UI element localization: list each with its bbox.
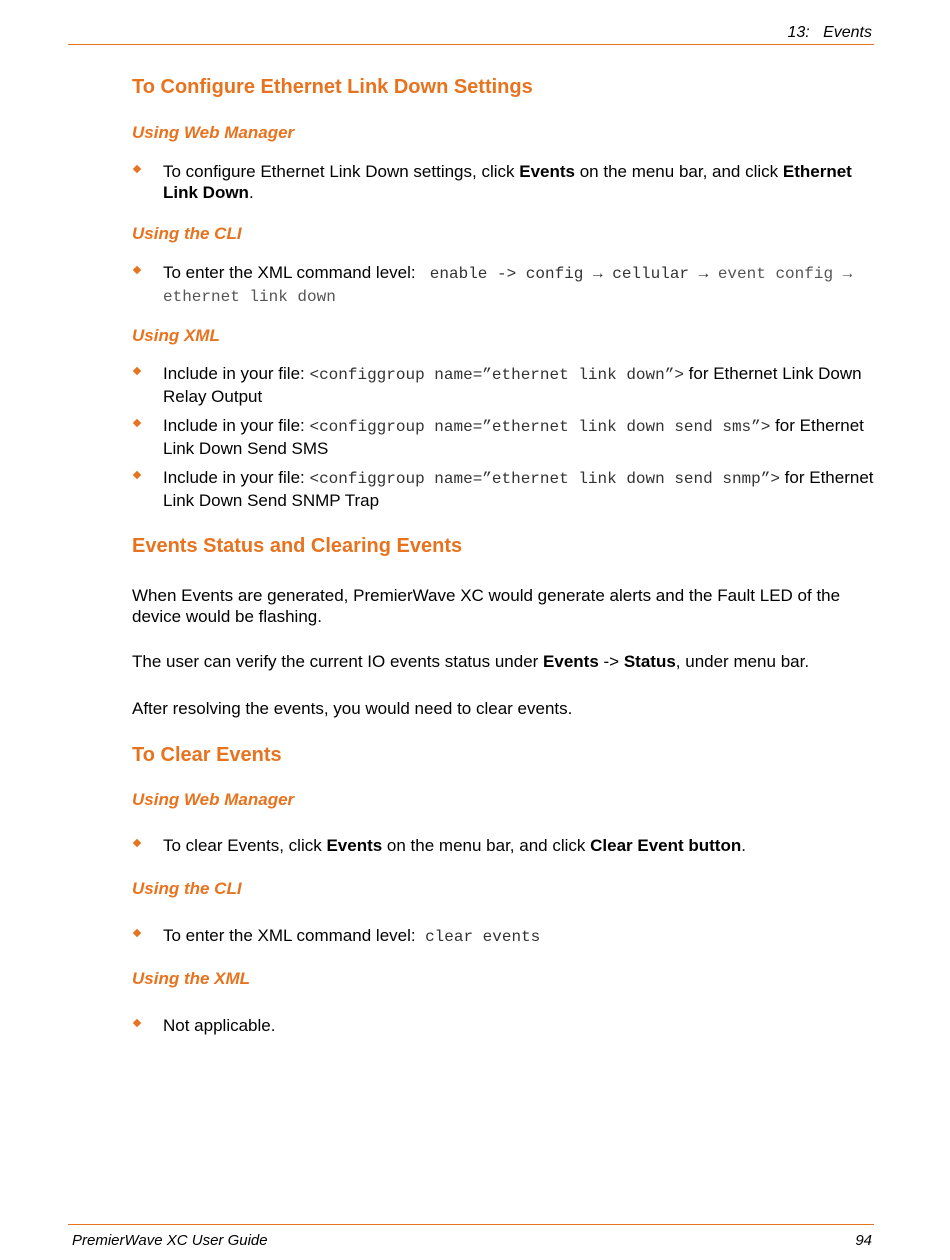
section-title-clear-events: To Clear Events <box>132 744 282 766</box>
subheading-cli: Using the CLI <box>132 224 242 243</box>
list-item-text: Not applicable. <box>163 1016 276 1035</box>
bullet-icon <box>133 266 141 274</box>
bullet-icon <box>133 419 141 427</box>
list-item-text: To enter the XML command level: clear events <box>163 926 541 946</box>
bullet-icon <box>133 929 141 937</box>
section-title-ethernet-link-down: To Configure Ethernet Link Down Settings <box>132 76 533 98</box>
list-item-text: To enter the XML command level: enable -> config → cellular → event config → ethernet link down <box>163 263 862 306</box>
xml-code: <configgroup name=”ethernet link down”> <box>309 366 684 384</box>
list-item-clear-web <box>132 835 874 856</box>
list-item-xml-3 <box>132 467 874 511</box>
paragraph-events-generated: When Events are generated, PremierWave XC would generate alerts and the Fault LED of the device would be flashing. <box>132 586 841 626</box>
bullet-icon <box>133 471 141 479</box>
list-item-text: Include in your file: <configgroup name=”ethernet link down”> for Ethernet Link Down Relay Output <box>163 364 862 406</box>
cli-command: clear events <box>425 928 541 946</box>
paragraph-verify-status: The user can verify the current IO events status under Events -> Status, under menu bar. <box>132 652 810 671</box>
subheading-web-manager-clear: Using Web Manager <box>132 790 295 809</box>
list-item-text: Include in your file: <configgroup name=”ethernet link down send snmp”> for Ethernet Link Down Send SNMP Trap <box>163 468 874 510</box>
list-item-web-manager <box>132 161 874 203</box>
list-item-text: To configure Ethernet Link Down settings, click Events on the menu bar, and click Ethernet Link Down. <box>163 162 852 202</box>
list-item-xml-1 <box>132 363 874 407</box>
list-item-text: To clear Events, click Events on the menu bar, and click Clear Event button. <box>163 836 746 855</box>
xml-code: <configgroup name=”ethernet link down send snmp”> <box>309 470 780 488</box>
document-title: PremierWave XC User Guide <box>72 1232 268 1249</box>
subheading-cli-clear: Using the CLI <box>132 879 242 898</box>
list-item-clear-cli <box>132 925 874 948</box>
subheading-xml-clear: Using the XML <box>132 969 251 988</box>
page-number: 94 <box>855 1232 872 1249</box>
cli-command-continued: event config → ethernet link down <box>163 265 862 306</box>
bullet-icon <box>133 839 141 847</box>
list-item-clear-xml <box>132 1015 874 1036</box>
cli-command: enable -> config → cellular → <box>429 265 718 283</box>
subheading-xml: Using XML <box>132 326 220 345</box>
xml-code: <configgroup name=”ethernet link down send sms”> <box>309 418 771 436</box>
bullet-icon <box>133 1019 141 1027</box>
bullet-icon <box>133 165 141 173</box>
page-footer <box>68 1224 874 1249</box>
list-item-xml-2 <box>132 415 874 459</box>
bullet-icon <box>133 367 141 375</box>
chapter-title: 13: Events <box>787 24 872 41</box>
list-item-text: Include in your file: <configgroup name=”ethernet link down send sms”> for Ethernet Link Down Send SMS <box>163 416 864 458</box>
list-item-cli <box>132 262 874 308</box>
subheading-web-manager: Using Web Manager <box>132 123 295 142</box>
section-title-events-status: Events Status and Clearing Events <box>132 535 463 557</box>
page-header <box>68 24 874 45</box>
paragraph-resolving-events: After resolving the events, you would need to clear events. <box>132 699 573 718</box>
